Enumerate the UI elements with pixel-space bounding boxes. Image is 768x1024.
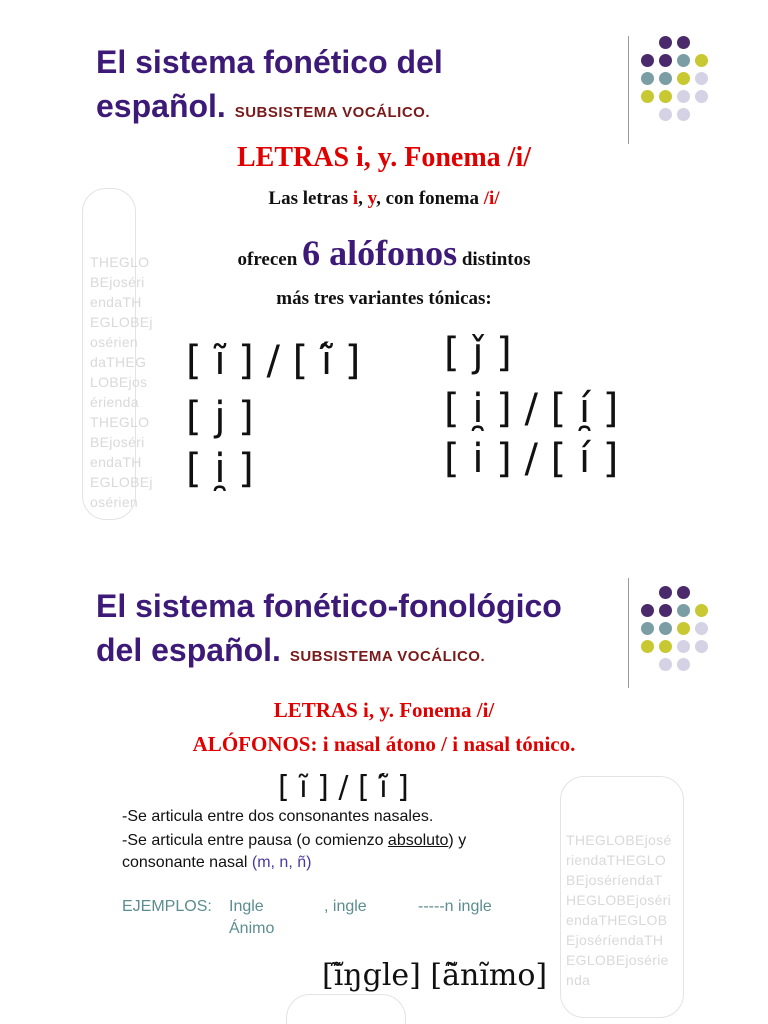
subtitle: SUBSISTEMA VOCÁLICO. <box>234 104 430 121</box>
example-word-1: Ingle <box>229 898 264 915</box>
subtitle: SUBSISTEMA VOCÁLICO. <box>289 648 486 665</box>
bullet-nasal-consonant-list: consonante nasal (m, n, ñ) <box>122 854 312 871</box>
tonic-variants-line: más tres variantes tónicas: <box>276 288 492 309</box>
example-word-3: -----n ingle <box>418 898 492 915</box>
title-line-1: El sistema fonético del <box>96 44 443 80</box>
dot-pattern-decoration <box>641 586 708 671</box>
allophones-line: ofrecen 6 alófonos distintos <box>237 233 531 273</box>
ipa-nasal-pair: [ ĩ ] / [ ĩ́ ] <box>186 338 361 384</box>
watermark-text: THEGLO BEjoséri endaTH EGLOBEj osérien daTHEG LOBEjos érienda THEGLO BEjoséri endaTH EGLOBEj osérien <box>90 254 153 510</box>
bullet-pause: -Se articula entre pausa (o comienzo absoluto) y <box>122 832 467 849</box>
slide-title <box>96 584 562 679</box>
ipa-box-left <box>166 322 388 500</box>
title-line-1: El sistema fonético-fonológico <box>96 588 562 624</box>
ipa-nasal-pair: [ ĩ ] / [ ĩ́ ] <box>278 770 409 805</box>
divider-line <box>628 36 629 144</box>
slide-2 <box>0 548 768 1024</box>
watermark-text: THEGLOBEjosé riendaTHEGLO BEjoséríendaT HEGLOBEjoséri endaTHEGLOB EjoséríendaTH EGLOBEjosérie nda <box>566 832 672 988</box>
dot-pattern-decoration <box>641 36 708 121</box>
title-line-2: español. SUBSISTEMA VOCÁLICO. <box>96 88 430 124</box>
bullet-nasal-consonants: -Se articula entre dos consonantes nasales. <box>122 808 434 825</box>
example-word-4: Ánimo <box>229 920 275 937</box>
phonetic-transcription: [ĩ̃ŋgle] [ã̃nĩmo] <box>322 958 548 993</box>
slide-title <box>96 40 443 135</box>
heading-letras: LETRAS i, y. Fonema /i/ <box>236 142 532 173</box>
ipa-semivowel: [ i̯ ] <box>186 446 254 492</box>
ipa-semivowel-pair: [ i̯ ] / [ í̯ ] <box>444 386 619 432</box>
heading-letras: LETRAS i, y. Fonema /i/ <box>273 698 495 722</box>
scroll-decoration-bottom <box>286 994 406 1024</box>
title-line-2: del español. SUBSISTEMA VOCÁLICO. <box>96 632 486 668</box>
ipa-box-right <box>432 326 636 496</box>
heading-alofonos: ALÓFONOS: i nasal átono / i nasal tónico. <box>192 732 576 756</box>
ipa-semiconsonant: [ j ] <box>186 394 254 440</box>
ipa-vowel-pair: [ i ] / [ í ] <box>444 436 619 482</box>
divider-line <box>628 578 629 688</box>
letters-line: Las letras i, y, con fonema /i/ <box>268 188 500 209</box>
examples-label: EJEMPLOS: <box>122 898 212 915</box>
example-word-2: , ingle <box>324 898 367 915</box>
ipa-consonant: [ ǰ ] <box>444 330 512 376</box>
